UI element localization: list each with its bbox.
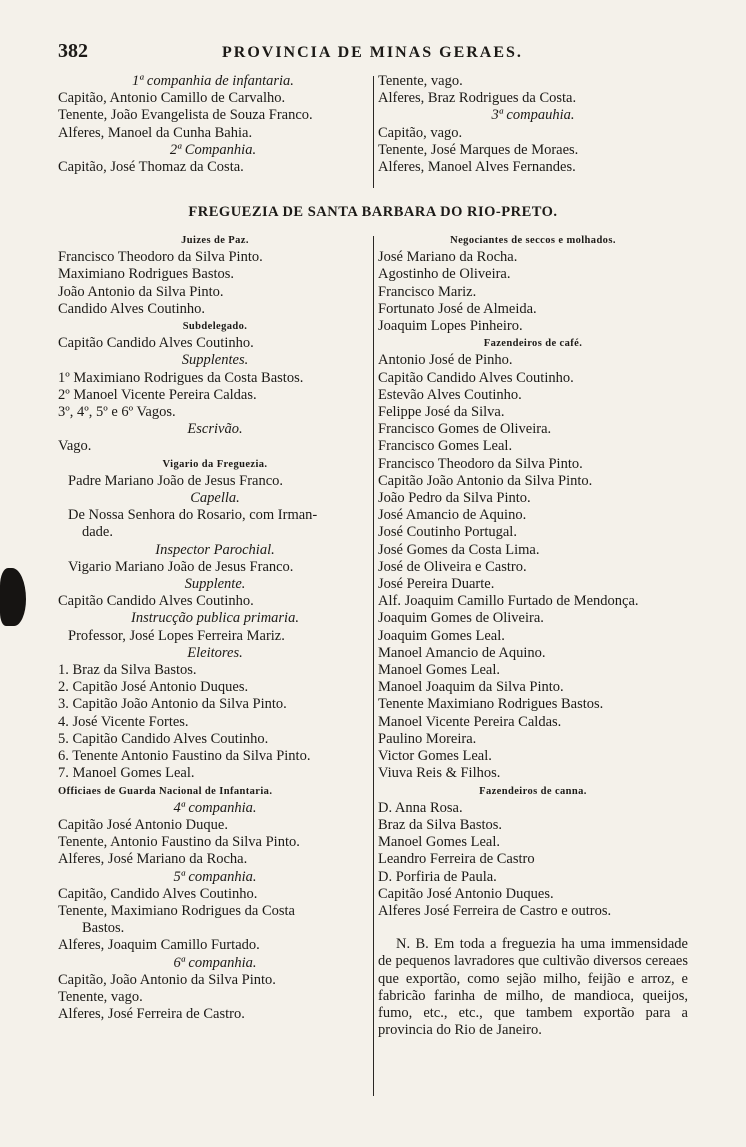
entry-line: José Mariano da Rocha. bbox=[378, 249, 518, 266]
entry-line: Bastos. bbox=[82, 920, 125, 937]
entry-line: Alferes, Joaquim Camillo Furtado. bbox=[58, 937, 260, 954]
entry-line: 2º Manoel Vicente Pereira Caldas. bbox=[58, 386, 257, 403]
section-heading: Negociantes de seccos e molhados. bbox=[450, 235, 616, 246]
subheading: 2ª Companhia. bbox=[169, 141, 257, 158]
entry-line: Capitão José Antonio Duques. bbox=[378, 885, 554, 902]
entry-line: Padre Mariano João de Jesus Franco. bbox=[68, 472, 284, 489]
entry-line: Joaquim Gomes Leal. bbox=[378, 627, 505, 644]
entry-line: 1º Maximiano Rodrigues da Costa Bastos. bbox=[58, 369, 304, 386]
entry-line: 3. Capitão João Antonio da Silva Pinto. bbox=[58, 696, 287, 713]
entry-line: Manoel Vicente Pereira Caldas. bbox=[378, 713, 562, 730]
entry-line: Francisco Mariz. bbox=[378, 283, 477, 300]
entry-line: Leandro Ferreira de Castro bbox=[378, 851, 535, 868]
top-right-block bbox=[378, 73, 688, 176]
entry-line: Manoel Joaquim da Silva Pinto. bbox=[378, 679, 564, 696]
entry-line: Joaquim Lopes Pinheiro. bbox=[378, 318, 523, 335]
subheading: Instrucção publica primaria. bbox=[131, 610, 299, 627]
running-title: PROVINCIA DE MINAS GERAES. bbox=[222, 44, 523, 61]
entry-line: Capitão, vago. bbox=[378, 124, 463, 141]
entry-line: Agostinho de Oliveira. bbox=[378, 266, 511, 283]
section-heading: Juizes de Paz. bbox=[181, 235, 249, 246]
entry-line: Victor Gomes Leal. bbox=[378, 748, 492, 765]
entry-line: Capitão José Antonio Duque. bbox=[58, 816, 228, 833]
subheading: Supplente. bbox=[184, 576, 246, 593]
subheading: Capella. bbox=[190, 490, 240, 507]
top-left-block bbox=[58, 73, 368, 176]
ink-blot bbox=[0, 568, 26, 626]
entry-line: Tenente, João Evangelista de Souza Franco. bbox=[58, 107, 313, 124]
right-column bbox=[378, 232, 688, 1039]
entry-line: 6. Tenente Antonio Faustino da Silva Pinto. bbox=[58, 748, 311, 765]
entry-line: Capitão Candido Alves Coutinho. bbox=[58, 593, 254, 610]
section-heading: Fazendeiros de café. bbox=[483, 338, 583, 350]
entry-line: Francisco Gomes Leal. bbox=[378, 438, 513, 455]
entry-line: Tenente, vago. bbox=[378, 73, 463, 89]
entry-line: Maximiano Rodrigues Bastos. bbox=[58, 266, 235, 283]
subheading: Inspector Parochial. bbox=[155, 541, 275, 558]
main-column-rule bbox=[373, 236, 374, 1096]
entry-line: Tenente, Maximiano Rodrigues da Costa bbox=[58, 902, 295, 919]
entry-line: Alf. Joaquim Camillo Furtado de Mendonça. bbox=[378, 593, 639, 610]
entry-line: 2. Capitão José Antonio Duques. bbox=[58, 679, 249, 696]
subheading: 1ª companhia de infantaria. bbox=[132, 73, 294, 89]
entry-line: Capitão João Antonio da Silva Pinto. bbox=[378, 472, 593, 489]
subheading: Eleitores. bbox=[187, 644, 243, 661]
section-heading: Fazendeiros de canna. bbox=[479, 785, 587, 797]
entry-line: Braz da Silva Bastos. bbox=[378, 816, 503, 833]
entry-line: João Pedro da Silva Pinto. bbox=[378, 490, 531, 507]
entry-line: D. Anna Rosa. bbox=[378, 799, 463, 816]
entry-line: Alferes, Braz Rodrigues da Costa. bbox=[378, 90, 577, 107]
entry-line: Fortunato José de Almeida. bbox=[378, 300, 537, 317]
entry-line: Alferes, José Ferreira de Castro. bbox=[58, 1006, 245, 1023]
entry-line: Viuva Reis & Filhos. bbox=[378, 765, 501, 782]
entry-line: Capitão, José Thomaz da Costa. bbox=[58, 159, 244, 176]
section-heading: Vigario da Freguezia. bbox=[162, 458, 268, 470]
subheading: 4ª companhia. bbox=[173, 799, 257, 816]
entry-line: 4. José Vicente Fortes. bbox=[58, 713, 189, 730]
entry-line: Francisco Theodoro da Silva Pinto. bbox=[58, 249, 263, 266]
entry-line: João Antonio da Silva Pinto. bbox=[58, 283, 224, 300]
entry-line: 1. Braz da Silva Bastos. bbox=[58, 662, 197, 679]
subheading: 3ª compauhia. bbox=[491, 107, 575, 124]
nota-bene-paragraph: N. B. Em toda a freguezia ha uma immensidade de pequenos lavradores que cultivão diversos cereaes que exportão, como sejão milho, feijão e arroz, e fabricão farinha de milho, de mandioca, queijos, fumo, etc., etc., que tambem exportão para a provincia do Rio de Janeiro. bbox=[378, 936, 688, 1039]
entry-line: Felippe José da Silva. bbox=[378, 404, 505, 421]
entry-line: Capitão, Candido Alves Coutinho. bbox=[58, 885, 258, 902]
entry-line: Francisco Theodoro da Silva Pinto. bbox=[378, 455, 583, 472]
entry-line: De Nossa Senhora do Rosario, com Irman- bbox=[68, 507, 318, 524]
entry-line: Joaquim Gomes de Oliveira. bbox=[378, 610, 544, 627]
entry-line: Capitão Candido Alves Coutinho. bbox=[58, 335, 254, 352]
subheading: 5ª companhia. bbox=[173, 868, 257, 885]
entry-line: Capitão, Antonio Camillo de Carvalho. bbox=[58, 90, 286, 107]
entry-line: Tenente, José Marques de Moraes. bbox=[378, 141, 579, 158]
entry-line: José Gomes da Costa Lima. bbox=[378, 541, 540, 558]
entry-line: Vigario Mariano João de Jesus Franco. bbox=[68, 558, 294, 575]
entry-line: Alferes José Ferreira de Castro e outros. bbox=[378, 902, 612, 919]
entry-line: 7. Manoel Gomes Leal. bbox=[58, 765, 195, 782]
entry-line: José de Oliveira e Castro. bbox=[378, 558, 527, 575]
entry-line: Antonio José de Pinho. bbox=[378, 352, 513, 369]
entry-line: Paulino Moreira. bbox=[378, 730, 477, 747]
entry-line: Alferes, José Mariano da Rocha. bbox=[58, 851, 248, 868]
entry-line: Manoel Gomes Leal. bbox=[378, 834, 501, 851]
entry-line: José Amancio de Aquino. bbox=[378, 507, 527, 524]
entry-line: Tenente, vago. bbox=[58, 988, 143, 1005]
entry-line: Tenente Maximiano Rodrigues Bastos. bbox=[378, 696, 604, 713]
section-title: FREGUEZIA DE SANTA BARBARA DO RIO-PRETO. bbox=[188, 204, 558, 220]
entry-line: Manoel Gomes Leal. bbox=[378, 662, 501, 679]
subheading: Supplentes. bbox=[181, 352, 249, 369]
entry-line: 5. Capitão Candido Alves Coutinho. bbox=[58, 730, 269, 747]
page-number: 382 bbox=[58, 40, 88, 62]
entry-line: Professor, José Lopes Ferreira Mariz. bbox=[68, 627, 285, 644]
entry-line: Alferes, Manoel Alves Fernandes. bbox=[378, 159, 576, 176]
entry-line: Vago. bbox=[58, 438, 92, 455]
left-column bbox=[58, 232, 372, 1023]
entry-line: 3º, 4º, 5º e 6º Vagos. bbox=[58, 404, 176, 421]
subheading: 6ª companhia. bbox=[173, 954, 257, 971]
top-column-rule bbox=[373, 76, 374, 188]
entry-line: Tenente, Antonio Faustino da Silva Pinto. bbox=[58, 834, 300, 851]
entry-line: Estevão Alves Coutinho. bbox=[378, 386, 522, 403]
section-heading: Subdelegado. bbox=[182, 321, 248, 333]
entry-line: Capitão, João Antonio da Silva Pinto. bbox=[58, 971, 276, 988]
entry-line: Candido Alves Coutinho. bbox=[58, 300, 206, 317]
entry-line: Alferes, Manoel da Cunha Bahia. bbox=[58, 124, 253, 141]
entry-line: D. Porfiria de Paula. bbox=[378, 868, 497, 885]
entry-line: José Pereira Duarte. bbox=[378, 576, 495, 593]
entry-line: Francisco Gomes de Oliveira. bbox=[378, 421, 552, 438]
entry-line: José Coutinho Portugal. bbox=[378, 524, 517, 541]
entry-line: Capitão Candido Alves Coutinho. bbox=[378, 369, 574, 386]
section-heading: Officiaes de Guarda Nacional de Infantaria. bbox=[58, 785, 273, 797]
entry-line: Manoel Amancio de Aquino. bbox=[378, 644, 546, 661]
entry-line: dade. bbox=[82, 524, 113, 541]
subheading: Escrivão. bbox=[187, 421, 243, 438]
